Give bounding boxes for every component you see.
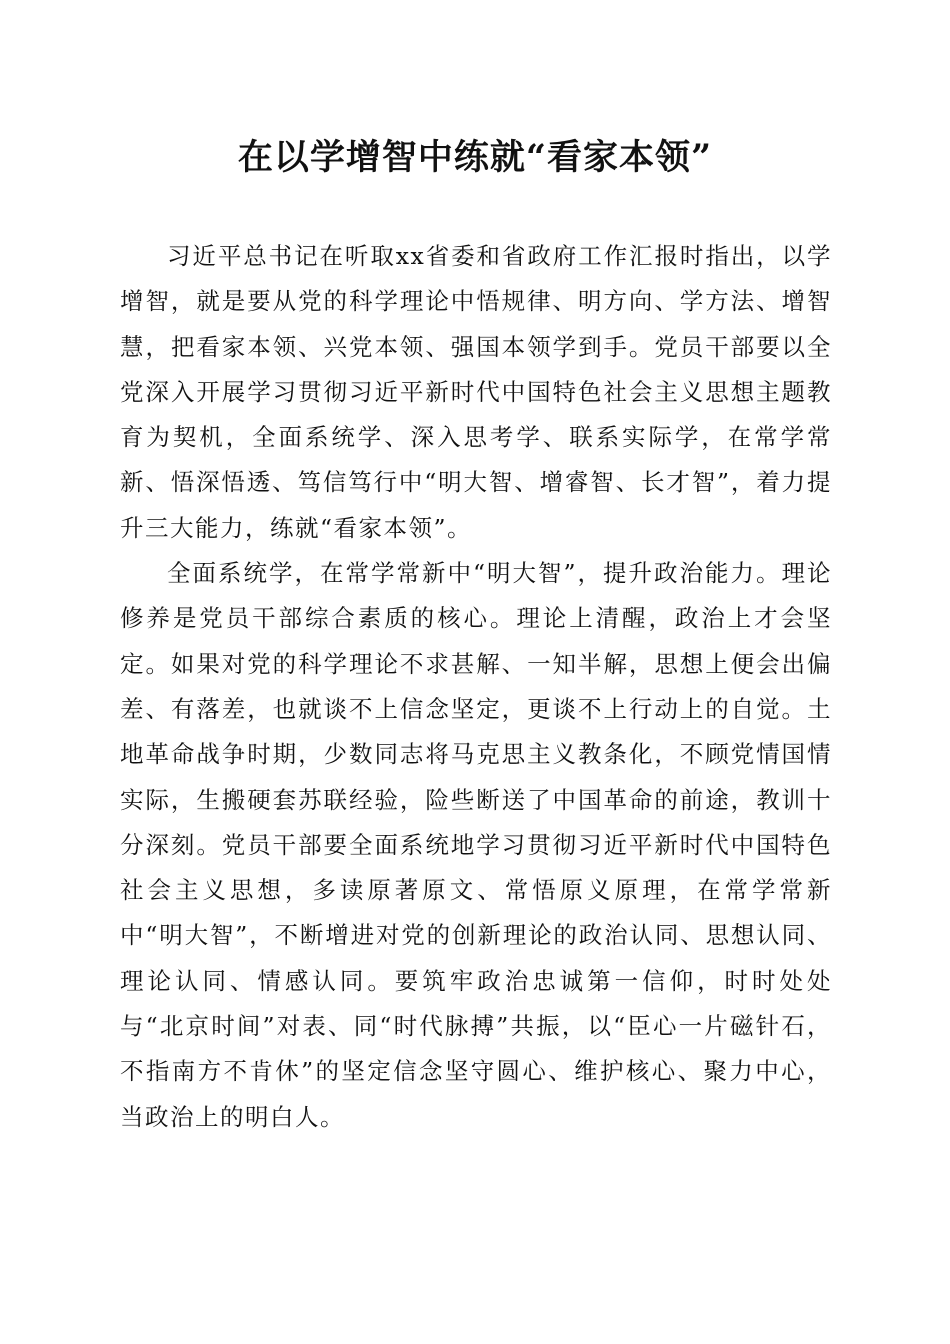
paragraph-2: 全面系统学，在常学常新中“明大智”，提升政治能力。理论修养是党员干部综合素质的核心。理论上清醒，政治上才会坚定。如果对党的科学理论不求甚解、一知半解，思想上便会出偏差、有落差，也就谈不上信念坚定，更谈不上行动上的自觉。土地革命战争时期，少数同志将马克思主义教条化，不顾党情国情实际，生搬硬套苏联经验，险些断送了中国革命的前途，教训十分深刻。党员干部要全面系统地学习贯彻习近平新时代中国特色社会主义思想，多读原著原文、常悟原义原理，在常学常新中“明大智”，不断增进对党的创新理论的政治认同、思想认同、理论认同、情感认同。要筑牢政治忠诚第一信仰，时时处处与“北京时间”对表、同“时代脉搏”共振，以“臣心一片磁针石，不指南方不肯休”的坚定信念坚守圆心、维护核心、聚力中心，当政治上的明白人。 bbox=[120, 559, 832, 1131]
document-body bbox=[120, 234, 832, 1140]
paragraph-1: 习近平总书记在听取xx省委和省政府工作汇报时指出，以学增智，就是要从党的科学理论中悟规律、明方向、学方法、增智慧，把看家本领、兴党本领、强国本领学到手。党员干部要以全党深入开展学习贯彻习近平新时代中国特色社会主义思想主题教育为契机，全面系统学、深入思考学、联系实际学，在常学常新、悟深悟透、笃信笃行中“明大智、增睿智、长才智”，着力提升三大能力，练就“看家本领”。 bbox=[120, 242, 832, 542]
document-title: 在以学增智中练就“看家本领” bbox=[237, 137, 713, 178]
